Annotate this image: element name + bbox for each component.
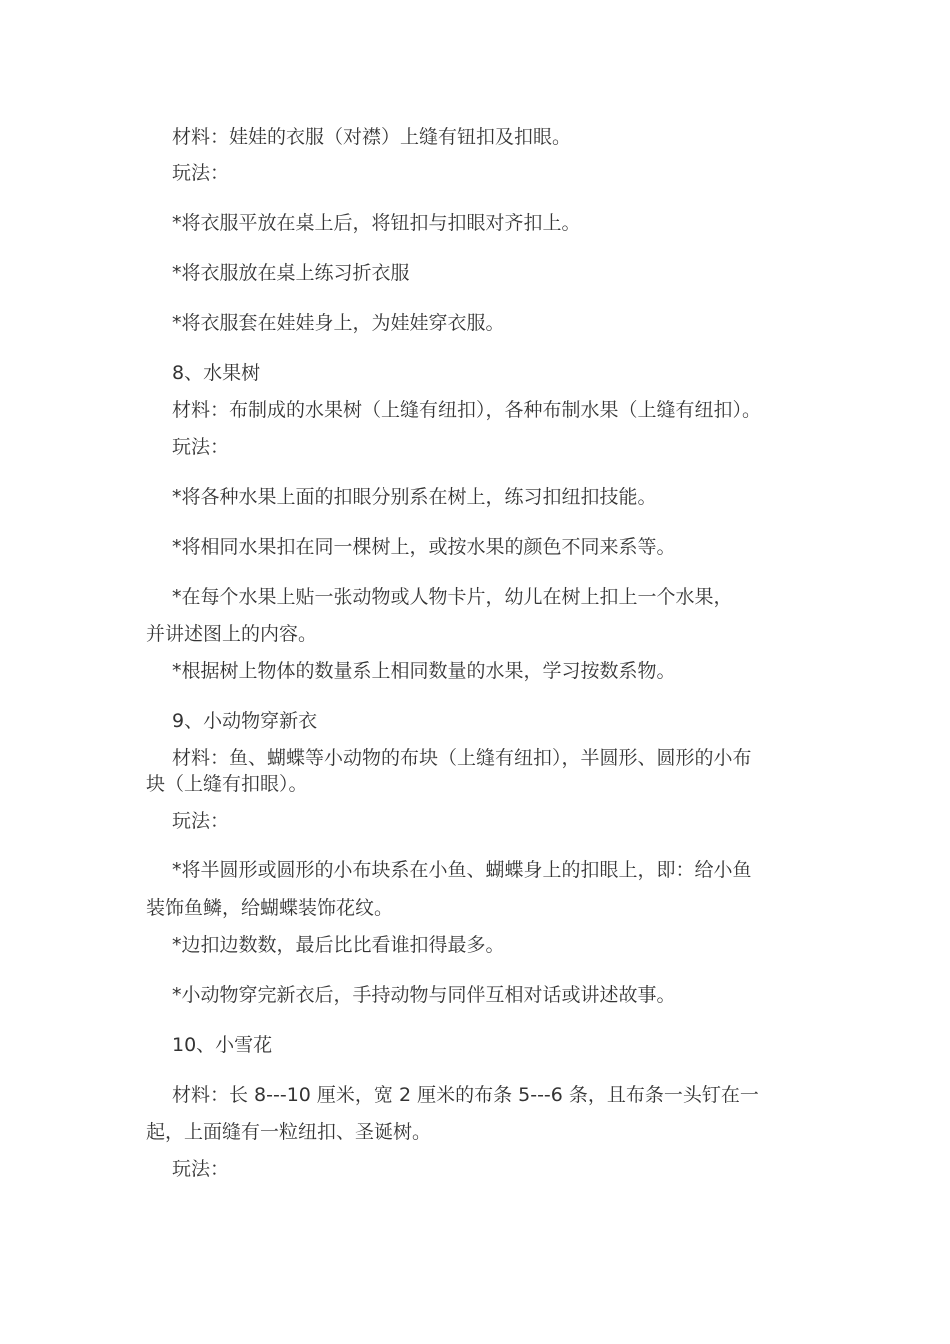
paragraph-play-item: *将衣服套在娃娃身上，为娃娃穿衣服。: [172, 312, 505, 334]
paragraph-play-item: *将衣服平放在桌上后，将钮扣与扣眼对齐扣上。: [172, 212, 581, 234]
paragraph-play-item: *边扣边数数，最后比比看谁扣得最多。: [172, 934, 505, 956]
paragraph-material-snowflake: 材料：长 8---10 厘米，宽 2 厘米的布条 5---6 条，且布条一头钉在一: [172, 1084, 759, 1106]
paragraph-play-item: *根据树上物体的数量系上相同数量的水果，学习按数系物。: [172, 660, 676, 682]
paragraph-play-item: *小动物穿完新衣后，手持动物与同伴互相对话或讲述故事。: [172, 984, 676, 1006]
paragraph-continuation: 块（上缝有扣眼）。: [146, 773, 308, 795]
paragraph-play-item: *将半圆形或圆形的小布块系在小鱼、蝴蝶身上的扣眼上，即：给小鱼: [172, 859, 752, 881]
paragraph-play-label: 玩法：: [172, 1158, 230, 1180]
section-heading-fruit-tree: 8、水果树: [172, 362, 261, 384]
paragraph-play-item: *将各种水果上面的扣眼分别系在树上，练习扣纽扣技能。: [172, 486, 657, 508]
section-heading-snowflake: 10、小雪花: [172, 1034, 273, 1056]
paragraph-continuation: 并讲述图上的内容。: [146, 623, 318, 645]
paragraph-material-animals: 材料：鱼、蝴蝶等小动物的布块（上缝有纽扣），半圆形、圆形的小布: [172, 747, 752, 769]
paragraph-continuation: 起，上面缝有一粒纽扣、圣诞树。: [146, 1121, 432, 1143]
paragraph-play-label: 玩法：: [172, 436, 230, 458]
paragraph-material-doll-clothes: 材料：娃娃的衣服（对襟）上缝有钮扣及扣眼。: [172, 126, 572, 148]
paragraph-play-label: 玩法：: [172, 162, 230, 184]
paragraph-play-item: *在每个水果上贴一张动物或人物卡片，幼儿在树上扣上一个水果，: [172, 586, 733, 608]
section-heading-animals: 9、小动物穿新衣: [172, 710, 318, 732]
paragraph-material-fruit-tree: 材料：布制成的水果树（上缝有纽扣），各种布制水果（上缝有纽扣）。: [172, 399, 762, 421]
paragraph-continuation: 装饰鱼鳞，给蝴蝶装饰花纹。: [146, 897, 394, 919]
paragraph-play-item: *将衣服放在桌上练习折衣服: [172, 262, 410, 284]
paragraph-play-item: *将相同水果扣在同一棵树上，或按水果的颜色不同来系等。: [172, 536, 676, 558]
paragraph-play-label: 玩法：: [172, 810, 230, 832]
